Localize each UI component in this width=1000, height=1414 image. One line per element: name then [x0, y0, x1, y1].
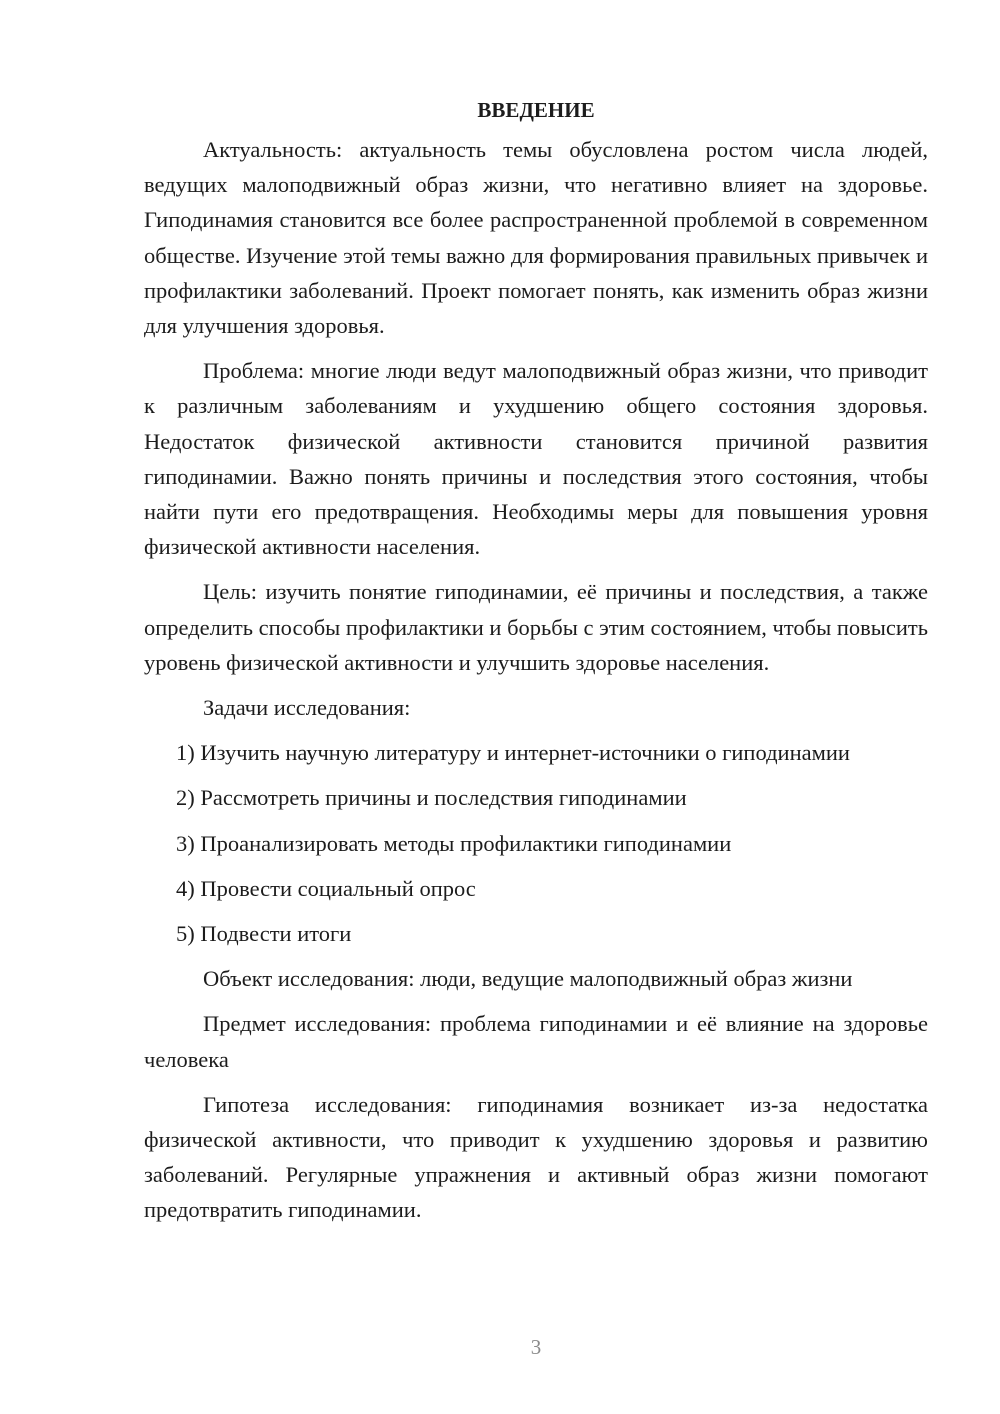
paragraph-subject: Предмет исследования: проблема гиподинамии и её влияние на здоровье человека — [144, 1011, 928, 1072]
list-item: 2) Рассмотреть причины и последствия гиподинамии — [176, 785, 687, 811]
list-item: 1) Изучить научную литературу и интернет-источники о гиподинамии — [176, 740, 850, 766]
paragraph-object: Объект исследования: люди, ведущие малоподвижный образ жизни — [203, 966, 853, 992]
list-item: 4) Провести социальный опрос — [176, 875, 476, 901]
tasks-list — [144, 735, 928, 951]
list-item: 5) Подвести итоги — [176, 921, 352, 947]
paragraph-goal: Цель: изучить понятие гиподинамии, её причины и последствия, а также определить способы профилактики и борьбы с этим состоянием, чтобы повысить уровень физической активности и улучшить здоровье населения. — [144, 579, 928, 675]
section-title: ВВЕДЕНИЕ — [477, 98, 595, 122]
tasks-heading: Задачи исследования: — [203, 695, 411, 721]
paragraph-hypothesis: Гипотеза исследования: гиподинамия возникает из-за недостатка физической активности, что приводит к ухудшению здоровья и развитию заболеваний. Регулярные упражнения и активный образ жизни помогают предотвратить гиподинамии. — [144, 1091, 928, 1223]
page-number: 3 — [530, 1335, 542, 1359]
list-item: 3) Проанализировать методы профилактики гиподинамии — [176, 830, 732, 856]
document-page — [144, 92, 928, 1238]
paragraph-problem: Проблема: многие люди ведут малоподвижный образ жизни, что приводит к различным заболеваниям и ухудшению общего состояния здоровья. Недостаток физической активности становится причиной развития гиподинамии. Важно понять причины и последствия этого состояния, чтобы найти пути его предотвращения. Необходимы меры для повышения уровня физической активности населения. — [144, 358, 928, 560]
paragraph-relevance: Актуальность: актуальность темы обусловлена ростом числа людей, ведущих малоподвижный образ жизни, что негативно влияет на здоровье. Гиподинамия становится все более распространенной проблемой в современном обществе. Изучение этой темы важно для формирования правильных привычек и профилактики заболеваний. Проект помогает понять, как изменить образ жизни для улучшения здоровья. — [144, 137, 928, 339]
